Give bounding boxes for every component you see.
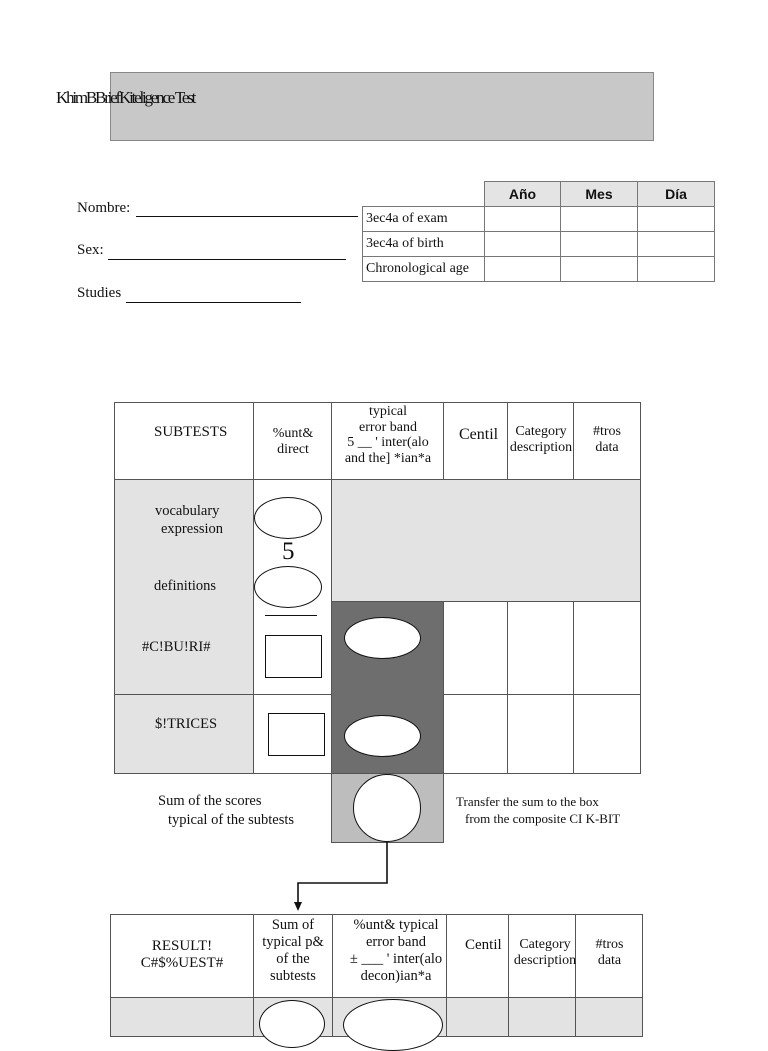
sex-field[interactable] — [108, 259, 346, 260]
row-label-age: Chronological age — [363, 257, 485, 282]
result-sum-header: Sum of typical p& of the subtests — [262, 917, 324, 984]
exam-month-cell[interactable] — [561, 207, 638, 232]
name-field[interactable] — [136, 216, 358, 217]
matrices1-centil-cell[interactable] — [443, 601, 508, 695]
row-label-exam: 3ec4a of exam — [363, 207, 485, 232]
matrices2-category-cell[interactable] — [507, 694, 574, 774]
date-table — [362, 181, 715, 282]
header-subtests: SUBTESTS — [154, 424, 228, 440]
studies-field[interactable] — [126, 302, 301, 303]
exam-day-cell[interactable] — [638, 207, 715, 232]
matrices2-error-oval[interactable] — [344, 715, 421, 757]
result-error-header: %unt& typical error band ± ___ ' inter(alo decon)ian*a — [349, 917, 443, 984]
sex-label: Sex: — [77, 242, 104, 258]
test-title: KhimBBriefKiteligence Test — [56, 88, 195, 107]
birth-year-cell[interactable] — [485, 232, 561, 257]
col-day: Día — [638, 182, 715, 207]
result-sum-oval[interactable] — [259, 1000, 325, 1048]
exam-year-cell[interactable] — [485, 207, 561, 232]
matrices2-label-cell — [114, 694, 254, 774]
result-other-cell[interactable] — [575, 997, 643, 1037]
definitions-score-oval[interactable] — [254, 566, 322, 608]
transfer-arrow — [290, 840, 390, 915]
vocab-score-oval[interactable] — [254, 497, 322, 539]
result-centil-cell[interactable] — [446, 997, 509, 1037]
vocab-label: vocabulary expression — [155, 503, 224, 537]
header-error-band: typical error band 5 __ ' inter(alo and the] *ian*a — [344, 404, 432, 466]
matrices1-error-oval[interactable] — [344, 617, 421, 659]
birth-day-cell[interactable] — [638, 232, 715, 257]
col-month: Mes — [561, 182, 638, 207]
matrices1-score-box[interactable] — [265, 635, 322, 678]
result-other-header: #tros data — [595, 937, 624, 968]
sum-label: Sum of the scores typical of the subtests — [158, 793, 295, 828]
result-label-cell — [110, 997, 254, 1037]
result-centil-header: Centil — [465, 937, 502, 953]
result-category-header: Category description — [513, 937, 577, 968]
matrices2-label: $!TRICES — [155, 716, 218, 732]
matrices1-other-cell[interactable] — [573, 601, 641, 695]
birth-month-cell[interactable] — [561, 232, 638, 257]
vocab-gray-block — [331, 479, 641, 602]
row-label-birth: 3ec4a of birth — [363, 232, 485, 257]
studies-label: Studies — [77, 285, 122, 301]
header-subtests-cell — [114, 402, 254, 480]
sum-circle[interactable] — [353, 774, 421, 842]
age-year-cell[interactable] — [485, 257, 561, 282]
header-other: #tros data — [593, 424, 621, 455]
transfer-note: Transfer the sum to the box from the composite CI K-BIT — [456, 794, 621, 826]
header-centil: Centil — [459, 426, 499, 443]
matrices1-label: #C!BU!RI# — [142, 639, 211, 655]
result-error-oval[interactable] — [343, 999, 443, 1051]
vocab-five: 5 — [282, 538, 295, 565]
matrices2-other-cell[interactable] — [573, 694, 641, 774]
sum-line — [265, 615, 317, 616]
header-direct: %unt& direct — [272, 426, 314, 457]
age-month-cell[interactable] — [561, 257, 638, 282]
header-category: Category description — [509, 424, 573, 455]
result-header: RESULT! C#$%UEST# — [140, 938, 224, 971]
matrices2-centil-cell[interactable] — [443, 694, 508, 774]
result-category-cell[interactable] — [508, 997, 576, 1037]
definitions-label: definitions — [154, 578, 217, 594]
age-day-cell[interactable] — [638, 257, 715, 282]
name-label: Nombre: — [77, 200, 131, 216]
matrices2-score-box[interactable] — [268, 713, 325, 756]
matrices1-category-cell[interactable] — [507, 601, 574, 695]
col-year: Año — [485, 182, 561, 207]
